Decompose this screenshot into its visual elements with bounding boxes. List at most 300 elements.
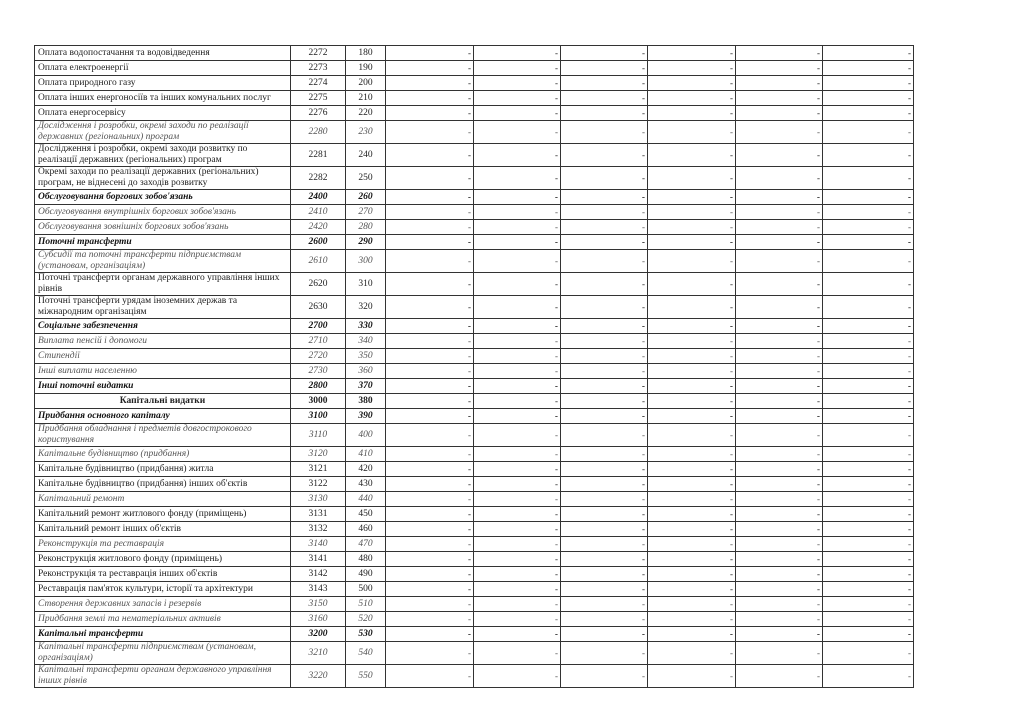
row-code: 3150 — [291, 597, 346, 612]
row-number: 380 — [346, 394, 386, 409]
value-cell: - — [736, 364, 823, 379]
value-cell: - — [736, 492, 823, 507]
value-cell: - — [648, 319, 736, 334]
row-code: 2800 — [291, 379, 346, 394]
row-name: Поточні трансферти — [35, 235, 291, 250]
table-row — [35, 492, 914, 507]
value-cell: - — [386, 394, 474, 409]
value-cell: - — [648, 91, 736, 106]
value-cell: - — [648, 462, 736, 477]
value-cell: - — [736, 235, 823, 250]
row-number: 410 — [346, 447, 386, 462]
value-cell: - — [386, 537, 474, 552]
row-code: 3143 — [291, 582, 346, 597]
value-cell: - — [823, 582, 914, 597]
table-row — [35, 121, 914, 144]
row-name: Дослідження і розробки, окремі заходи по реалізації державних (регіональних) програм — [35, 121, 291, 144]
value-cell: - — [474, 627, 561, 642]
value-cell: - — [736, 379, 823, 394]
value-cell: - — [736, 106, 823, 121]
value-cell: - — [736, 296, 823, 319]
value-cell: - — [561, 319, 648, 334]
table-row — [35, 447, 914, 462]
value-cell: - — [386, 567, 474, 582]
value-cell: - — [648, 597, 736, 612]
value-cell: - — [648, 552, 736, 567]
row-number: 260 — [346, 190, 386, 205]
value-cell: - — [474, 665, 561, 688]
budget-expenditure-table — [34, 45, 914, 688]
value-cell: - — [648, 106, 736, 121]
table-body — [35, 46, 914, 688]
row-code: 3120 — [291, 447, 346, 462]
value-cell: - — [823, 394, 914, 409]
value-cell: - — [474, 220, 561, 235]
value-cell: - — [474, 46, 561, 61]
value-cell: - — [561, 296, 648, 319]
value-cell: - — [386, 144, 474, 167]
value-cell: - — [823, 296, 914, 319]
value-cell: - — [736, 273, 823, 296]
value-cell: - — [474, 273, 561, 296]
table-row — [35, 91, 914, 106]
value-cell: - — [648, 477, 736, 492]
value-cell: - — [474, 296, 561, 319]
row-code: 3100 — [291, 409, 346, 424]
value-cell: - — [386, 273, 474, 296]
row-name: Капітальні трансферти підприємствам (установам, організаціям) — [35, 642, 291, 665]
row-code: 2420 — [291, 220, 346, 235]
row-name: Капітальне будівництво (придбання) — [35, 447, 291, 462]
row-number: 430 — [346, 477, 386, 492]
row-name: Реставрація пам'яток культури, історії та архітектури — [35, 582, 291, 597]
value-cell: - — [386, 46, 474, 61]
value-cell: - — [474, 76, 561, 91]
table-row — [35, 537, 914, 552]
value-cell: - — [474, 334, 561, 349]
value-cell: - — [736, 205, 823, 220]
table-row — [35, 409, 914, 424]
value-cell: - — [561, 522, 648, 537]
row-name: Стипендії — [35, 349, 291, 364]
row-code: 3141 — [291, 552, 346, 567]
row-name: Капітальний ремонт — [35, 492, 291, 507]
value-cell: - — [823, 190, 914, 205]
value-cell: - — [736, 582, 823, 597]
value-cell: - — [823, 121, 914, 144]
row-code: 3132 — [291, 522, 346, 537]
row-name: Реконструкція та реставрація інших об'єктів — [35, 567, 291, 582]
value-cell: - — [474, 106, 561, 121]
value-cell: - — [561, 144, 648, 167]
row-number: 400 — [346, 424, 386, 447]
value-cell: - — [474, 144, 561, 167]
value-cell: - — [736, 319, 823, 334]
row-name: Реконструкція житлового фонду (приміщень) — [35, 552, 291, 567]
value-cell: - — [823, 552, 914, 567]
value-cell: - — [474, 91, 561, 106]
row-name: Придбання основного капіталу — [35, 409, 291, 424]
row-code: 2730 — [291, 364, 346, 379]
value-cell: - — [386, 61, 474, 76]
table-row — [35, 642, 914, 665]
row-number: 470 — [346, 537, 386, 552]
value-cell: - — [474, 492, 561, 507]
value-cell: - — [474, 319, 561, 334]
table-row — [35, 220, 914, 235]
value-cell: - — [648, 349, 736, 364]
value-cell: - — [823, 319, 914, 334]
value-cell: - — [561, 612, 648, 627]
table-row — [35, 76, 914, 91]
value-cell: - — [648, 537, 736, 552]
value-cell: - — [823, 106, 914, 121]
value-cell: - — [648, 205, 736, 220]
value-cell: - — [648, 665, 736, 688]
row-code: 3160 — [291, 612, 346, 627]
table-row — [35, 552, 914, 567]
value-cell: - — [736, 334, 823, 349]
value-cell: - — [736, 220, 823, 235]
row-name: Капітальні трансферти — [35, 627, 291, 642]
table-row — [35, 349, 914, 364]
value-cell: - — [474, 235, 561, 250]
value-cell: - — [561, 273, 648, 296]
table-row — [35, 334, 914, 349]
row-number: 460 — [346, 522, 386, 537]
value-cell: - — [823, 462, 914, 477]
value-cell: - — [823, 522, 914, 537]
row-code: 2274 — [291, 76, 346, 91]
table-row — [35, 379, 914, 394]
value-cell: - — [386, 627, 474, 642]
row-number: 300 — [346, 250, 386, 273]
row-number: 510 — [346, 597, 386, 612]
row-code: 3121 — [291, 462, 346, 477]
row-code: 2272 — [291, 46, 346, 61]
value-cell: - — [736, 627, 823, 642]
value-cell: - — [823, 144, 914, 167]
row-name: Поточні трансферти урядам іноземних держав та міжнародним організаціям — [35, 296, 291, 319]
value-cell: - — [474, 507, 561, 522]
value-cell: - — [386, 167, 474, 190]
value-cell: - — [474, 250, 561, 273]
value-cell: - — [474, 447, 561, 462]
value-cell: - — [648, 492, 736, 507]
row-number: 330 — [346, 319, 386, 334]
value-cell: - — [561, 582, 648, 597]
value-cell: - — [561, 665, 648, 688]
value-cell: - — [474, 61, 561, 76]
value-cell: - — [386, 582, 474, 597]
value-cell: - — [823, 205, 914, 220]
value-cell: - — [736, 477, 823, 492]
row-number: 540 — [346, 642, 386, 665]
row-number: 520 — [346, 612, 386, 627]
value-cell: - — [386, 349, 474, 364]
value-cell: - — [648, 61, 736, 76]
table-row — [35, 612, 914, 627]
row-name: Капітальний ремонт інших об'єктів — [35, 522, 291, 537]
value-cell: - — [736, 537, 823, 552]
value-cell: - — [561, 409, 648, 424]
value-cell: - — [736, 642, 823, 665]
value-cell: - — [648, 447, 736, 462]
row-number: 240 — [346, 144, 386, 167]
table-row — [35, 394, 914, 409]
value-cell: - — [474, 394, 561, 409]
row-name: Інші поточні видатки — [35, 379, 291, 394]
row-code: 2276 — [291, 106, 346, 121]
row-code: 3142 — [291, 567, 346, 582]
value-cell: - — [474, 597, 561, 612]
value-cell: - — [386, 334, 474, 349]
value-cell: - — [736, 250, 823, 273]
value-cell: - — [474, 462, 561, 477]
value-cell: - — [736, 567, 823, 582]
value-cell: - — [648, 121, 736, 144]
table-row — [35, 522, 914, 537]
value-cell: - — [386, 190, 474, 205]
table-row — [35, 477, 914, 492]
value-cell: - — [474, 167, 561, 190]
row-code: 2720 — [291, 349, 346, 364]
table-row — [35, 319, 914, 334]
table-row — [35, 106, 914, 121]
value-cell: - — [648, 190, 736, 205]
value-cell: - — [823, 76, 914, 91]
row-number: 340 — [346, 334, 386, 349]
row-code: 2275 — [291, 91, 346, 106]
row-number: 550 — [346, 665, 386, 688]
row-number: 530 — [346, 627, 386, 642]
row-number: 310 — [346, 273, 386, 296]
value-cell: - — [736, 447, 823, 462]
table-row — [35, 273, 914, 296]
value-cell: - — [648, 167, 736, 190]
row-code: 2630 — [291, 296, 346, 319]
row-code: 2282 — [291, 167, 346, 190]
row-number: 390 — [346, 409, 386, 424]
value-cell: - — [736, 167, 823, 190]
row-name: Обслуговування боргових зобов'язань — [35, 190, 291, 205]
value-cell: - — [386, 91, 474, 106]
value-cell: - — [823, 61, 914, 76]
value-cell: - — [561, 235, 648, 250]
value-cell: - — [386, 409, 474, 424]
value-cell: - — [648, 642, 736, 665]
value-cell: - — [736, 612, 823, 627]
row-number: 180 — [346, 46, 386, 61]
value-cell: - — [736, 507, 823, 522]
value-cell: - — [474, 642, 561, 665]
row-name: Обслуговування внутрішніх боргових зобов'язань — [35, 205, 291, 220]
value-cell: - — [474, 121, 561, 144]
row-name: Оплата електроенергії — [35, 61, 291, 76]
value-cell: - — [474, 522, 561, 537]
value-cell: - — [561, 477, 648, 492]
value-cell: - — [648, 76, 736, 91]
row-number: 190 — [346, 61, 386, 76]
value-cell: - — [386, 492, 474, 507]
value-cell: - — [823, 492, 914, 507]
value-cell: - — [474, 379, 561, 394]
table-row — [35, 205, 914, 220]
table-row — [35, 582, 914, 597]
value-cell: - — [561, 507, 648, 522]
row-number: 450 — [346, 507, 386, 522]
value-cell: - — [823, 46, 914, 61]
value-cell: - — [386, 121, 474, 144]
table-row — [35, 46, 914, 61]
value-cell: - — [736, 597, 823, 612]
value-cell: - — [823, 567, 914, 582]
value-cell: - — [561, 349, 648, 364]
value-cell: - — [561, 552, 648, 567]
value-cell: - — [386, 319, 474, 334]
row-code: 3210 — [291, 642, 346, 665]
value-cell: - — [474, 205, 561, 220]
value-cell: - — [648, 296, 736, 319]
value-cell: - — [823, 250, 914, 273]
row-number: 270 — [346, 205, 386, 220]
value-cell: - — [736, 144, 823, 167]
value-cell: - — [823, 665, 914, 688]
value-cell: - — [474, 612, 561, 627]
value-cell: - — [386, 462, 474, 477]
row-number: 350 — [346, 349, 386, 364]
row-name: Субсидії та поточні трансферти підприємствам (установам, організаціям) — [35, 250, 291, 273]
value-cell: - — [474, 582, 561, 597]
value-cell: - — [648, 46, 736, 61]
value-cell: - — [648, 409, 736, 424]
value-cell: - — [386, 220, 474, 235]
value-cell: - — [648, 273, 736, 296]
value-cell: - — [386, 597, 474, 612]
value-cell: - — [561, 167, 648, 190]
row-number: 500 — [346, 582, 386, 597]
value-cell: - — [736, 394, 823, 409]
row-code: 3131 — [291, 507, 346, 522]
row-name: Капітальні трансферти органам державного управління інших рівнів — [35, 665, 291, 688]
value-cell: - — [823, 642, 914, 665]
table-row — [35, 364, 914, 379]
row-number: 290 — [346, 235, 386, 250]
value-cell: - — [823, 273, 914, 296]
row-number: 280 — [346, 220, 386, 235]
value-cell: - — [386, 507, 474, 522]
row-code: 2700 — [291, 319, 346, 334]
value-cell: - — [561, 597, 648, 612]
row-name: Інші виплати населенню — [35, 364, 291, 379]
value-cell: - — [736, 409, 823, 424]
value-cell: - — [648, 582, 736, 597]
value-cell: - — [823, 477, 914, 492]
row-name: Капітальне будівництво (придбання) інших об'єктів — [35, 477, 291, 492]
value-cell: - — [823, 220, 914, 235]
value-cell: - — [823, 409, 914, 424]
row-name: Соціальне забезпечення — [35, 319, 291, 334]
value-cell: - — [823, 447, 914, 462]
value-cell: - — [648, 612, 736, 627]
row-name: Обслуговування зовнішніх боргових зобов'язань — [35, 220, 291, 235]
value-cell: - — [736, 121, 823, 144]
value-cell: - — [561, 106, 648, 121]
table-row — [35, 235, 914, 250]
value-cell: - — [736, 91, 823, 106]
row-code: 2620 — [291, 273, 346, 296]
value-cell: - — [474, 477, 561, 492]
value-cell: - — [823, 167, 914, 190]
row-name: Виплата пенсій і допомоги — [35, 334, 291, 349]
value-cell: - — [561, 447, 648, 462]
value-cell: - — [561, 121, 648, 144]
value-cell: - — [561, 462, 648, 477]
row-name: Придбання обладнання і предметів довгострокового користування — [35, 424, 291, 447]
value-cell: - — [561, 642, 648, 665]
value-cell: - — [561, 205, 648, 220]
value-cell: - — [823, 627, 914, 642]
row-code: 3140 — [291, 537, 346, 552]
table-row — [35, 597, 914, 612]
value-cell: - — [474, 409, 561, 424]
table-row — [35, 250, 914, 273]
value-cell: - — [823, 507, 914, 522]
row-number: 200 — [346, 76, 386, 91]
value-cell: - — [386, 642, 474, 665]
row-code: 2280 — [291, 121, 346, 144]
value-cell: - — [474, 349, 561, 364]
value-cell: - — [648, 424, 736, 447]
value-cell: - — [648, 144, 736, 167]
value-cell: - — [561, 379, 648, 394]
value-cell: - — [648, 235, 736, 250]
value-cell: - — [823, 349, 914, 364]
value-cell: - — [474, 567, 561, 582]
table-row — [35, 167, 914, 190]
value-cell: - — [386, 205, 474, 220]
row-name: Капітальний ремонт житлового фонду (приміщень) — [35, 507, 291, 522]
value-cell: - — [561, 492, 648, 507]
value-cell: - — [736, 522, 823, 537]
row-number: 420 — [346, 462, 386, 477]
table-row — [35, 296, 914, 319]
value-cell: - — [561, 220, 648, 235]
row-number: 250 — [346, 167, 386, 190]
row-name: Реконструкція та реставрація — [35, 537, 291, 552]
value-cell: - — [648, 567, 736, 582]
row-name: Поточні трансферти органам державного управління інших рівнів — [35, 273, 291, 296]
value-cell: - — [386, 250, 474, 273]
row-name: Оплата інших енергоносіїв та інших комунальних послуг — [35, 91, 291, 106]
row-code: 2400 — [291, 190, 346, 205]
row-code: 3130 — [291, 492, 346, 507]
row-number: 230 — [346, 121, 386, 144]
row-number: 320 — [346, 296, 386, 319]
row-name: Дослідження і розробки, окремі заходи розвитку по реалізації державних (регіональних) програм — [35, 144, 291, 167]
value-cell: - — [823, 424, 914, 447]
row-number: 210 — [346, 91, 386, 106]
row-name: Окремі заходи по реалізації державних (регіональних) програм, не віднесені до заходів розвитку — [35, 167, 291, 190]
row-number: 220 — [346, 106, 386, 121]
value-cell: - — [823, 334, 914, 349]
value-cell: - — [648, 379, 736, 394]
value-cell: - — [386, 552, 474, 567]
table-row — [35, 144, 914, 167]
value-cell: - — [386, 665, 474, 688]
row-code: 3000 — [291, 394, 346, 409]
value-cell: - — [386, 106, 474, 121]
